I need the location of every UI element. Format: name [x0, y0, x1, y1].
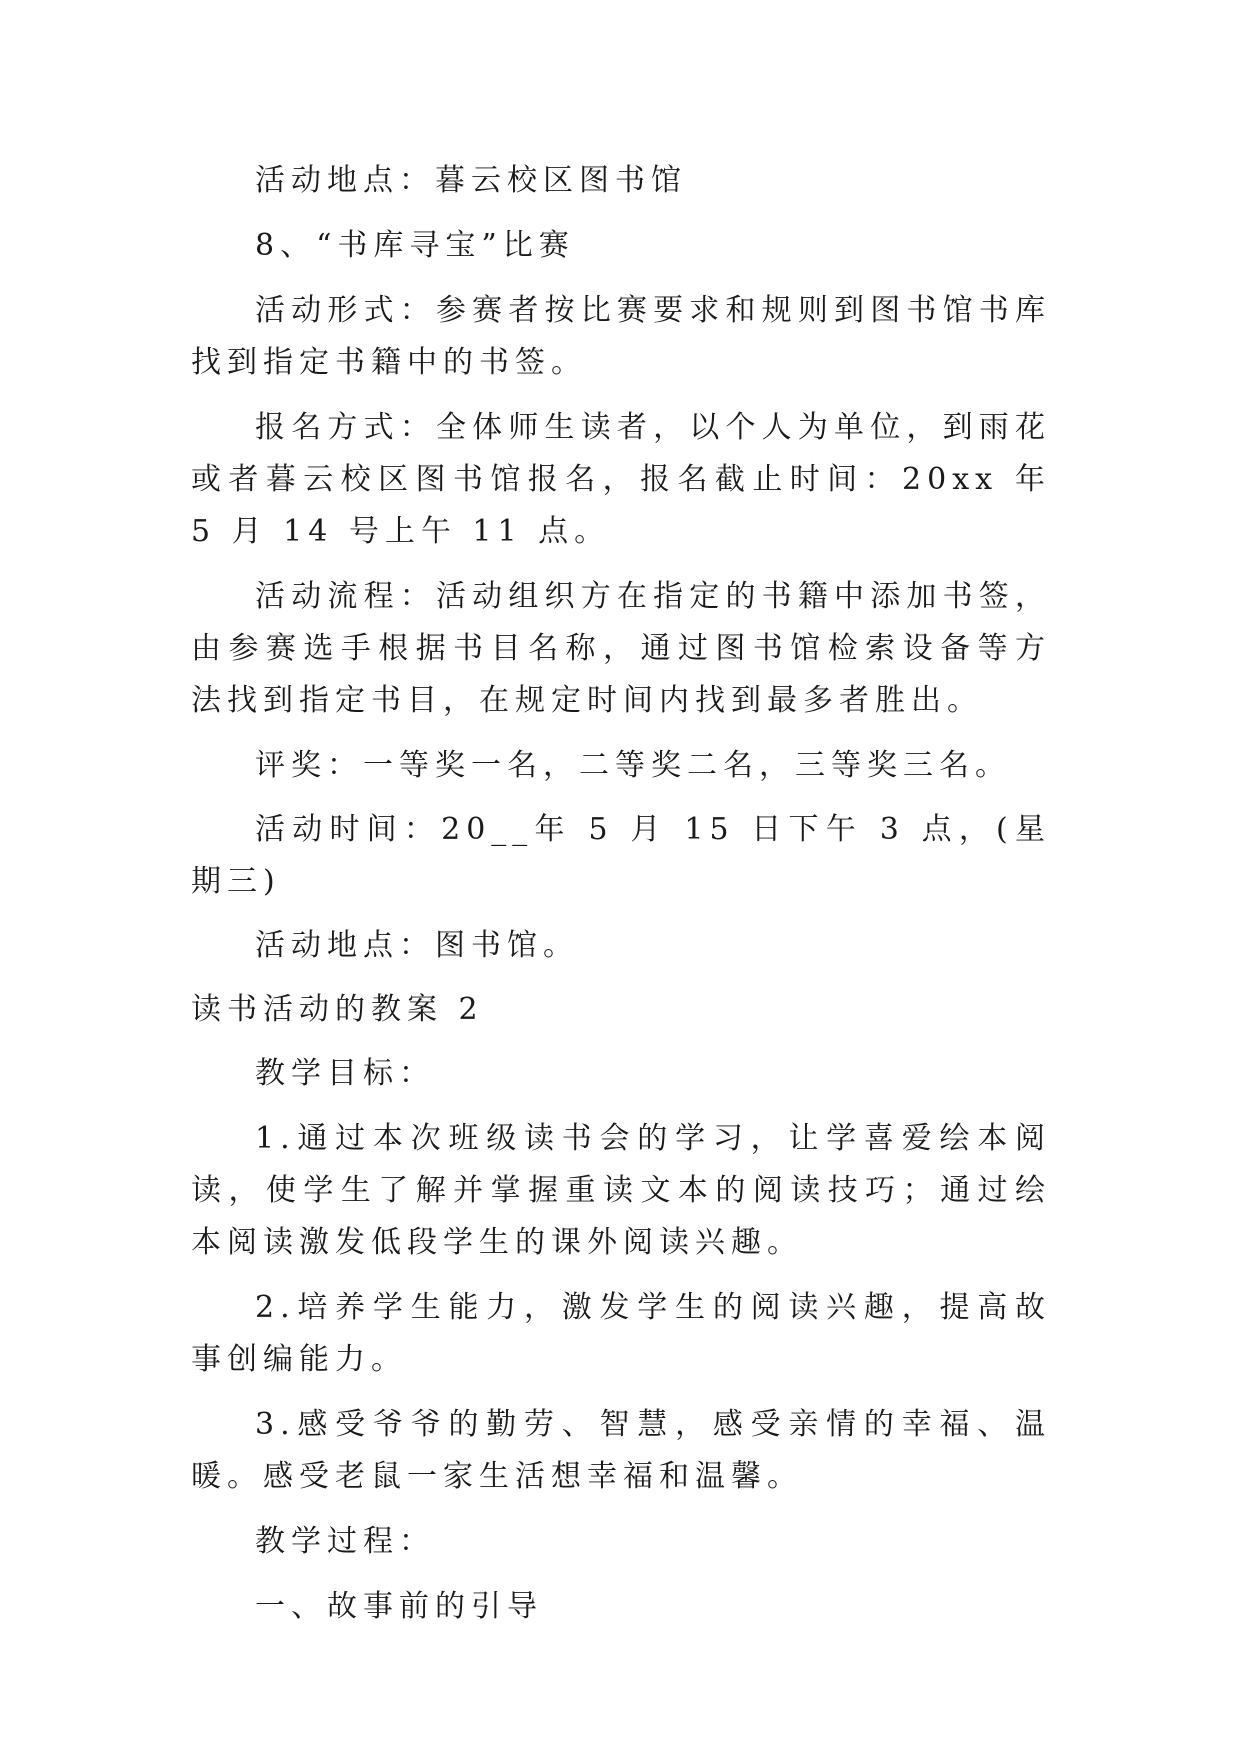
- paragraph-awards: 评奖：一等奖一名，二等奖二名，三等奖三名。: [255, 748, 1011, 783]
- paragraph-activity-process: 活动流程：活动组织方在指定的书籍中添加书签，由参赛选手根据书目名称，通过图书馆检索设备等方法找到指定书目，在规定时间内找到最多者胜出。: [191, 579, 1051, 718]
- paragraph-item-8-heading: 8、“书库寻宝”比赛: [255, 228, 575, 263]
- paragraph-registration: 报名方式：全体师生读者，以个人为单位，到雨花或者暮云校区图书馆报名，报名截止时间：20xx 年 5 月 14 号上午 11 点。: [191, 410, 1051, 549]
- paragraph-teaching-goals-heading: 教学目标：: [255, 1056, 435, 1091]
- paragraph-location-2: 活动地点：图书馆。: [255, 928, 579, 963]
- paragraph-activity-form: 活动形式：参赛者按比赛要求和规则到图书馆书库找到指定书籍中的书签。: [191, 293, 1051, 380]
- paragraph-location-1: 活动地点：暮云校区图书馆: [255, 163, 687, 198]
- paragraph-goal-3: 3.感受爷爷的勤劳、智慧，感受亲情的幸福、温暖。感受老鼠一家生活想幸福和温馨。: [191, 1407, 1051, 1494]
- paragraph-goal-2: 2.培养学生能力，激发学生的阅读兴趣，提高故事创编能力。: [191, 1290, 1051, 1377]
- paragraph-step-1: 一、故事前的引导: [255, 1589, 543, 1624]
- paragraph-goal-1: 1.通过本次班级读书会的学习，让学喜爱绘本阅读，使学生了解并掌握重读文本的阅读技巧；通过绘本阅读激发低段学生的课外阅读兴趣。: [191, 1121, 1051, 1260]
- document-body: [191, 155, 1051, 1646]
- section-title: 读书活动的教案 2: [191, 992, 484, 1027]
- paragraph-teaching-process-heading: 教学过程：: [255, 1524, 435, 1559]
- paragraph-activity-time: 活动时间：20__年 5 月 15 日下午 3 点，(星期三): [191, 812, 1051, 899]
